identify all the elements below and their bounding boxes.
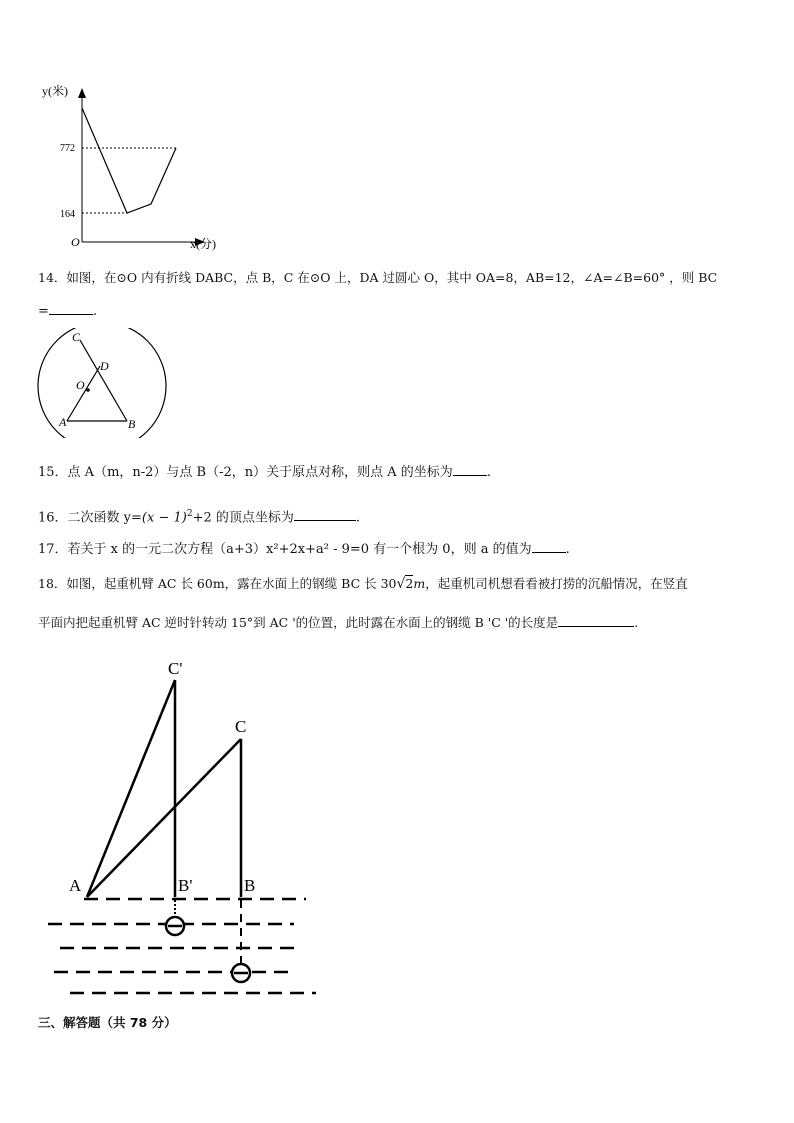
section-title: 三、解答题（共 78 分）: [38, 1015, 177, 1030]
q18-unit: m: [413, 576, 426, 591]
graph-line: [82, 108, 176, 213]
tick-164: 164: [60, 209, 75, 220]
x-axis-label: x(分): [190, 237, 216, 251]
label-b: B: [128, 417, 136, 431]
tick-772: 772: [60, 143, 75, 154]
crane-figure: [40, 650, 330, 1000]
label-d: D: [100, 359, 109, 373]
distance-time-graph: [40, 80, 240, 260]
q16-power: 2: [186, 509, 193, 519]
q18-answer-blank[interactable]: [558, 612, 634, 627]
q17-text: 17．若关于 x 的一元二次方程（a+3）x²+2x+a² - 9=0 有一个根为 0，则 a 的值为: [38, 542, 532, 557]
q18-end: .: [634, 615, 639, 630]
q16-suffix: +2 的顶点坐标为: [192, 510, 294, 526]
question-15: [38, 461, 491, 483]
q14-eq: =: [38, 304, 49, 319]
segment-ad: [67, 366, 100, 421]
q15-end: .: [486, 465, 491, 480]
arm-ac: [87, 739, 241, 897]
question-14-line2: [38, 300, 97, 322]
q18-rad: 2: [405, 576, 414, 591]
label-c-prime: C': [168, 659, 183, 678]
question-14-line1: 14．如图，在⊙O 内有折线 DABC，点 B，C 在⊙O 上，DA 过圆心 O，其中 OA=8，AB=12，∠A=∠B=60° ，则 BC: [38, 270, 718, 285]
q18-line1-b: ，起重机司机想看看被打捞的沉船情况，在竖直: [425, 576, 688, 591]
origin-label: O: [71, 235, 80, 249]
y-axis-label: y(米): [42, 84, 68, 98]
question-16: [38, 504, 360, 528]
q18-num: 30: [380, 576, 397, 591]
y-axis-arrow: [78, 88, 86, 98]
q14-answer-blank[interactable]: [49, 300, 93, 315]
label-a: A: [59, 415, 67, 429]
sqrt-icon: √: [396, 576, 406, 592]
label-a: A: [69, 876, 82, 895]
q16-expr: (x − 1): [141, 510, 187, 526]
q18-line1-a: 18．如图，起重机臂 AC 长 60m，露在水面上的钢缆 BC 长: [38, 576, 381, 591]
q18-line2: 平面内把起重机臂 AC 逆时针转动 15°到 AC '的位置，此时露在水面上的钢缆 B 'C '的长度是: [38, 615, 559, 630]
arm-ac-prime: [87, 680, 175, 897]
hook-icon-b: [232, 964, 250, 982]
label-c: C: [235, 717, 247, 736]
question-18-line1: [38, 574, 688, 594]
q14-end: .: [92, 304, 98, 319]
question-18-line2: [38, 612, 638, 633]
q16-prefix: 16．二次函数 y=: [38, 510, 142, 526]
label-b-prime: B': [178, 876, 193, 895]
q16-end: .: [355, 510, 360, 526]
center-point: [86, 388, 90, 392]
q15-answer-blank[interactable]: [453, 461, 487, 476]
q17-end: .: [565, 542, 570, 557]
q15-text: 15．点 A（m，n-2）与点 B（-2，n）关于原点对称，则点 A 的坐标为: [38, 465, 453, 480]
circle-figure: [34, 328, 174, 438]
label-o: O: [76, 378, 85, 392]
q16-answer-blank[interactable]: [294, 506, 356, 521]
label-c: C: [72, 330, 81, 344]
q17-answer-blank[interactable]: [532, 538, 566, 553]
hook-icon-b-prime: [166, 917, 184, 935]
segment-ca: [80, 340, 127, 421]
label-b: B: [244, 876, 256, 895]
question-17: [38, 538, 570, 560]
